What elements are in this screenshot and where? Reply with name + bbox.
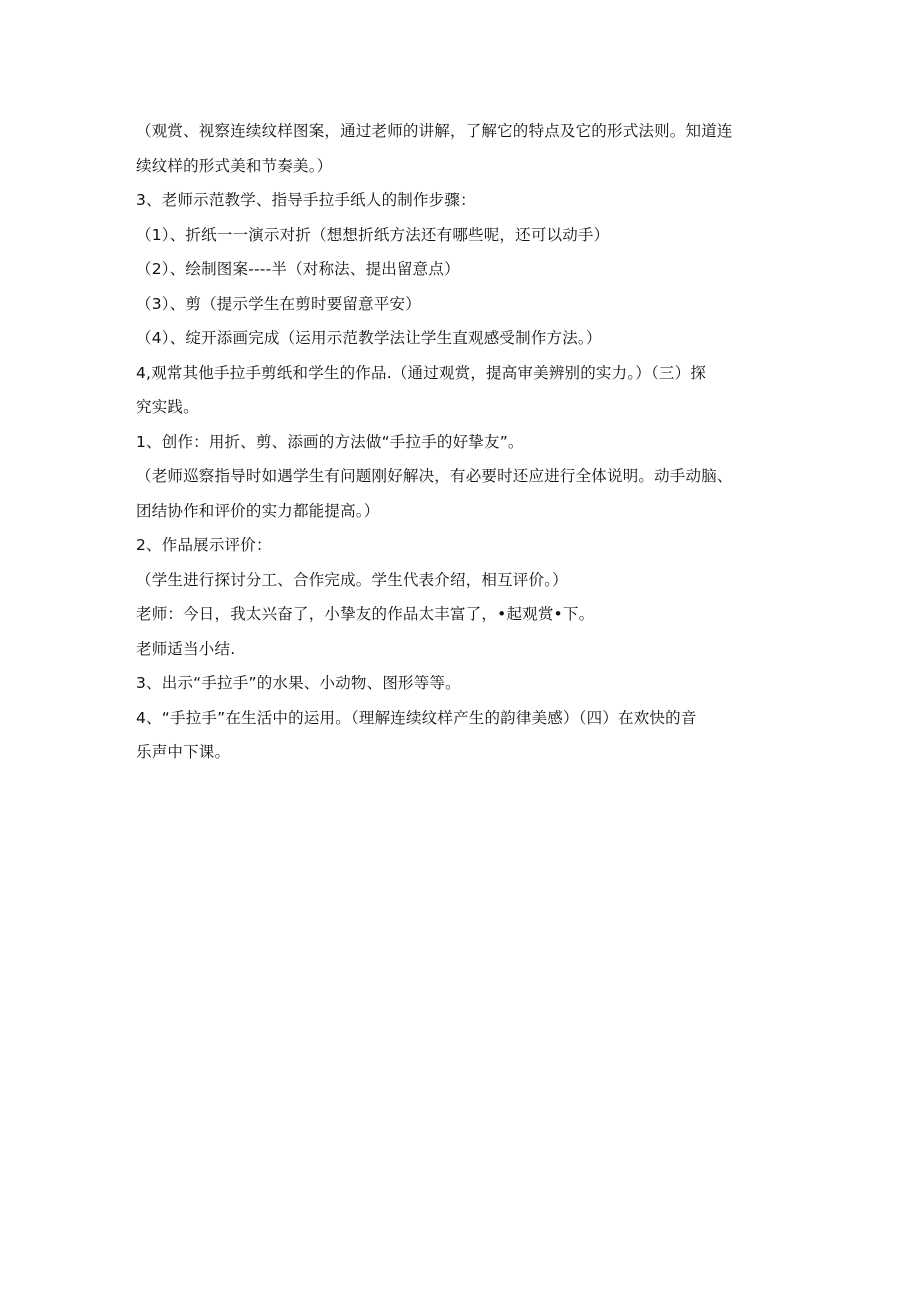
text-line: 老师：今日，我太兴奋了，小挚友的作品太丰富了，•起观赏•下。 <box>136 605 595 623</box>
substep-line: （1）、折纸一一演示对折（想想折纸方法还有哪些呢，还可以动手） <box>136 225 610 244</box>
substep-line: （3）、剪（提示学生在剪时要留意平安） <box>136 294 421 313</box>
step-heading: 3、出示“手拉手”的水果、小动物、图形等等。 <box>136 674 461 692</box>
text-line: 续纹样的形式美和节奏美。） <box>136 156 333 175</box>
document-body <box>136 116 786 772</box>
text-line: 乐声中下课。 <box>136 743 231 761</box>
substep-line: （2）、绘制图案----半（对称法、提出留意点） <box>136 260 460 278</box>
step-heading: 1、创作：用折、剪、添画的方法做“手拉手的好挚友”。 <box>136 432 524 451</box>
text-line: 团结协作和评价的实力都能提高。） <box>136 501 380 520</box>
substep-line: （4）、绽开添画完成（运用示范教学法让学生直观感受制作方法。） <box>136 329 602 347</box>
text-line: （老师巡察指导时如遇学生有问题刚好解决，有必要时还应进行全体说明。动手动脑、 <box>136 467 733 485</box>
text-line: 4,观常其他手拉手剪纸和学生的作品.（通过观赏，提高审美辨别的实力。）（三）探 <box>136 363 707 382</box>
text-line: （学生进行探讨分工、合作完成。学生代表介绍，相互评价。） <box>136 570 568 589</box>
step-heading: 3、老师示范教学、指导手拉手纸人的制作步骤： <box>136 191 476 209</box>
step-heading: 4、“手拉手”在生活中的运用。（理解连续纹样产生的韵律美感）（四）在欢快的音 <box>136 708 697 727</box>
step-heading: 2、作品展示评价： <box>136 536 272 554</box>
text-line: 究实践。 <box>136 398 199 416</box>
text-line: 老师适当小结. <box>136 639 236 658</box>
text-line: （观赏、视察连续纹样图案，通过老师的讲解，了解它的特点及它的形式法则。知道连 <box>136 122 733 140</box>
